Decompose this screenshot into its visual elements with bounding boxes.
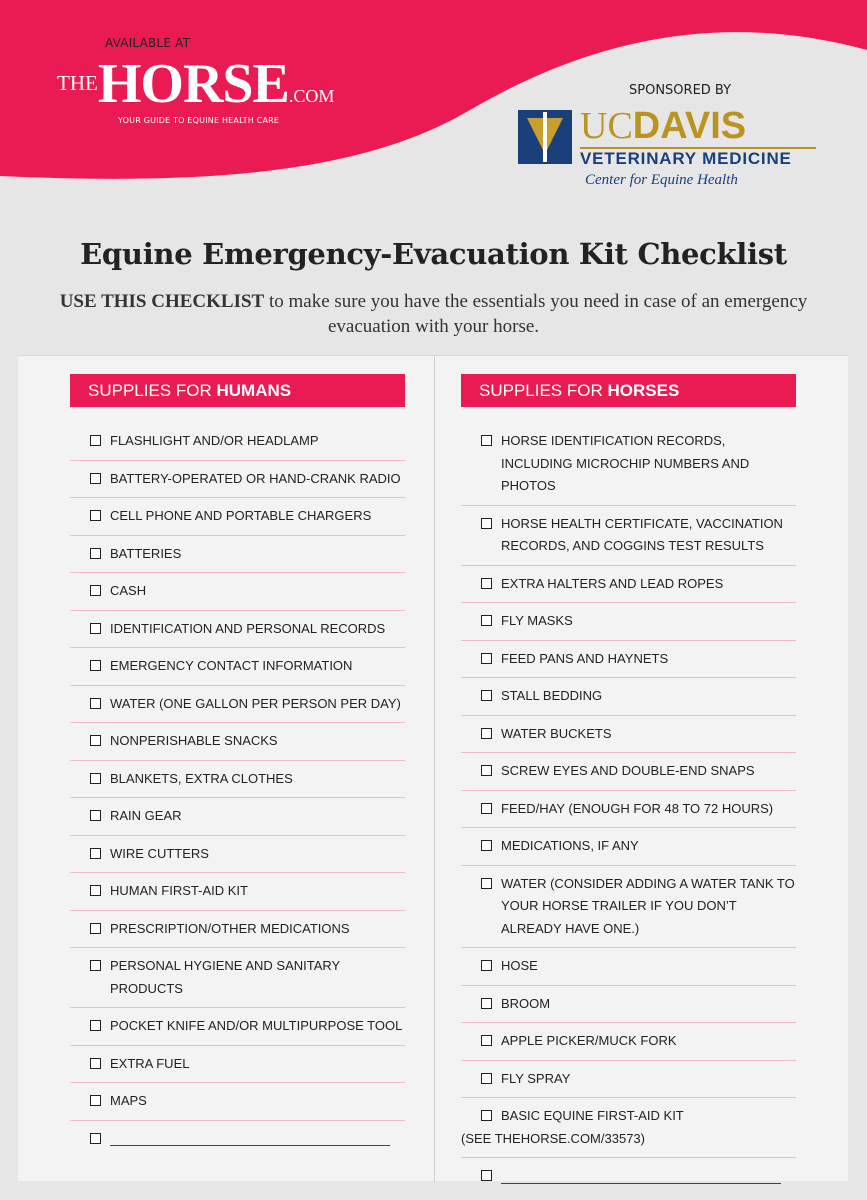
item-note: (SEE THEHORSE.COM/33573) <box>461 1130 645 1146</box>
checklist-item[interactable] <box>461 866 796 949</box>
checklist-item[interactable] <box>461 603 796 641</box>
checkbox[interactable] <box>90 848 101 859</box>
checklist-item[interactable] <box>70 573 405 611</box>
ucdavis-wordmark: UCDAVIS <box>580 105 747 147</box>
vet-med-label: VETERINARY MEDICINE <box>580 149 792 168</box>
checkbox[interactable] <box>90 698 101 709</box>
checklist-item[interactable] <box>70 948 405 1008</box>
checkbox[interactable] <box>481 960 492 971</box>
ucdavis-logo[interactable] <box>518 105 818 190</box>
checkbox[interactable] <box>481 1073 492 1084</box>
checkbox[interactable] <box>90 1058 101 1069</box>
checkbox[interactable] <box>481 803 492 814</box>
item-label: WATER (CONSIDER ADDING A WATER TANK TO YOUR HORSE TRAILER IF YOU DON’T ALREADY HAVE ONE.) <box>501 875 795 936</box>
item-label: STALL BEDDING <box>501 688 603 703</box>
checkbox[interactable] <box>90 1133 101 1144</box>
checklist-item[interactable] <box>461 948 796 986</box>
checklist-item[interactable] <box>461 423 796 506</box>
checkbox[interactable] <box>481 728 492 739</box>
checklist-item[interactable] <box>461 1023 796 1061</box>
write-in-line[interactable] <box>110 1132 390 1146</box>
item-label: FLASHLIGHT AND/OR HEADLAMP <box>110 433 319 448</box>
horses-heading: SUPPLIES FOR HORSES <box>461 374 796 407</box>
checklist-item[interactable] <box>461 641 796 679</box>
thehorse-logo[interactable] <box>57 53 335 115</box>
checkbox[interactable] <box>90 510 101 521</box>
checkbox[interactable] <box>90 885 101 896</box>
checkbox[interactable] <box>90 810 101 821</box>
checklist-item[interactable] <box>70 423 405 461</box>
checklist-item[interactable] <box>461 506 796 566</box>
checklist-item[interactable] <box>70 648 405 686</box>
checkbox[interactable] <box>90 923 101 934</box>
checkbox[interactable] <box>90 623 101 634</box>
checkbox[interactable] <box>90 735 101 746</box>
checkbox[interactable] <box>481 578 492 589</box>
checklist-item[interactable] <box>70 723 405 761</box>
checkbox[interactable] <box>90 435 101 446</box>
checkbox[interactable] <box>481 765 492 776</box>
checklist-item[interactable] <box>461 753 796 791</box>
item-label: POCKET KNIFE AND/OR MULTIPURPOSE TOOL <box>110 1018 403 1033</box>
item-label: EMERGENCY CONTACT INFORMATION <box>110 658 353 673</box>
item-label: FLY MASKS <box>501 613 573 628</box>
logo-horse: HORSE <box>97 53 289 115</box>
write-in-line[interactable] <box>501 1170 781 1184</box>
checkbox[interactable] <box>90 548 101 559</box>
checklist-item[interactable] <box>70 536 405 574</box>
humans-list <box>70 423 405 1157</box>
item-label: HORSE HEALTH CERTIFICATE, VACCINATION RECORDS, AND COGGINS TEST RESULTS <box>501 515 783 553</box>
item-label: CASH <box>110 583 147 598</box>
checklist-item[interactable] <box>461 566 796 604</box>
checklist-item[interactable] <box>70 1008 405 1046</box>
item-label: MEDICATIONS, IF ANY <box>501 838 639 853</box>
blank-checklist-item[interactable] <box>461 1158 796 1195</box>
item-label: IDENTIFICATION AND PERSONAL RECORDS <box>110 620 386 636</box>
checkbox[interactable] <box>481 998 492 1009</box>
checkbox[interactable] <box>481 840 492 851</box>
item-label: PERSONAL HYGIENE AND SANITARY PRODUCTS <box>110 958 340 996</box>
checklist-item[interactable] <box>461 986 796 1024</box>
logo-tagline: YOUR GUIDE TO EQUINE HEALTH CARE <box>118 116 280 125</box>
item-label: CELL PHONE AND PORTABLE CHARGERS <box>110 508 372 523</box>
center-label: Center for Equine Health <box>585 172 738 188</box>
checkbox[interactable] <box>481 435 492 446</box>
checkbox[interactable] <box>481 518 492 529</box>
checklist-item[interactable] <box>461 678 796 716</box>
checkbox[interactable] <box>90 585 101 596</box>
intro-text: USE THIS CHECKLIST to make sure you have the essentials you need in case of an emergency evacuation with your horse. <box>59 291 808 337</box>
item-label: APPLE PICKER/MUCK FORK <box>501 1033 677 1048</box>
humans-column <box>70 374 405 1157</box>
item-label: FEED/HAY (ENOUGH FOR 48 TO 72 HOURS) <box>501 800 774 816</box>
horses-list <box>461 423 796 1195</box>
checkbox[interactable] <box>481 878 492 889</box>
item-label: WATER (ONE GALLON PER PERSON PER DAY) <box>110 695 401 711</box>
item-label: HORSE IDENTIFICATION RECORDS, INCLUDING MICROCHIP NUMBERS AND PHOTOS <box>501 433 750 493</box>
checkbox[interactable] <box>481 690 492 701</box>
item-label: NONPERISHABLE SNACKS <box>110 733 278 748</box>
checklist-item[interactable] <box>461 1061 796 1099</box>
checkbox[interactable] <box>481 615 492 626</box>
item-label: BATTERY-OPERATED OR HAND-CRANK RADIO <box>110 470 401 486</box>
checklist-item[interactable] <box>70 873 405 911</box>
page-title: Equine Emergency-Evacuation Kit Checklist <box>80 237 787 271</box>
checkbox[interactable] <box>481 1110 492 1121</box>
checkbox[interactable] <box>481 1170 492 1181</box>
checkbox[interactable] <box>90 473 101 484</box>
logo-the: THE <box>57 71 98 95</box>
logo-com: .COM <box>288 86 335 106</box>
horses-column <box>461 374 796 1195</box>
checklist-item[interactable] <box>70 498 405 536</box>
item-label: FEED PANS AND HAYNETS <box>501 650 669 666</box>
checkbox[interactable] <box>90 773 101 784</box>
checkbox[interactable] <box>90 1095 101 1106</box>
checkbox[interactable] <box>481 653 492 664</box>
checkbox[interactable] <box>90 960 101 971</box>
item-label: BROOM <box>501 995 551 1011</box>
item-label: FLY SPRAY <box>501 1070 571 1086</box>
blank-checklist-item[interactable] <box>70 1121 405 1158</box>
available-at-label: AVAILABLE AT <box>105 36 191 50</box>
checklist-item[interactable] <box>461 1098 796 1158</box>
checklist-item[interactable] <box>70 761 405 799</box>
checklist-item[interactable] <box>70 798 405 836</box>
item-label: HUMAN FIRST-AID KIT <box>110 883 248 898</box>
item-label: EXTRA FUEL <box>110 1055 190 1071</box>
checklist-item[interactable] <box>70 836 405 874</box>
item-label: BATTERIES <box>110 545 182 561</box>
item-label: BLANKETS, EXTRA CLOTHES <box>110 770 293 786</box>
item-label: BASIC EQUINE FIRST-AID KIT <box>501 1108 684 1123</box>
column-divider <box>434 356 435 1182</box>
item-label: EXTRA HALTERS AND LEAD ROPES <box>501 575 724 591</box>
item-label: WIRE CUTTERS <box>110 845 209 861</box>
item-label: SCREW EYES AND DOUBLE-END SNAPS <box>501 763 755 778</box>
item-label: RAIN GEAR <box>110 808 182 823</box>
checkbox[interactable] <box>481 1035 492 1046</box>
checklist-item[interactable] <box>70 911 405 949</box>
checklist-item[interactable] <box>461 828 796 866</box>
checklist-item[interactable] <box>461 791 796 829</box>
checkbox[interactable] <box>90 660 101 671</box>
checklist-item[interactable] <box>70 461 405 499</box>
checklist-item[interactable] <box>70 1083 405 1121</box>
item-label: MAPS <box>110 1093 147 1108</box>
item-label: HOSE <box>501 958 538 973</box>
checklist-item[interactable] <box>70 1046 405 1084</box>
checklist-panel <box>18 355 848 1181</box>
caduceus-emblem-icon <box>518 110 572 164</box>
sponsored-by-label: SPONSORED BY <box>629 83 732 98</box>
checkbox[interactable] <box>90 1020 101 1031</box>
item-label: PRESCRIPTION/OTHER MEDICATIONS <box>110 920 350 936</box>
humans-heading: SUPPLIES FOR HUMANS <box>70 374 405 407</box>
checklist-item[interactable] <box>70 686 405 724</box>
checklist-item[interactable] <box>70 611 405 649</box>
checklist-item[interactable] <box>461 716 796 754</box>
item-label: WATER BUCKETS <box>501 725 612 741</box>
